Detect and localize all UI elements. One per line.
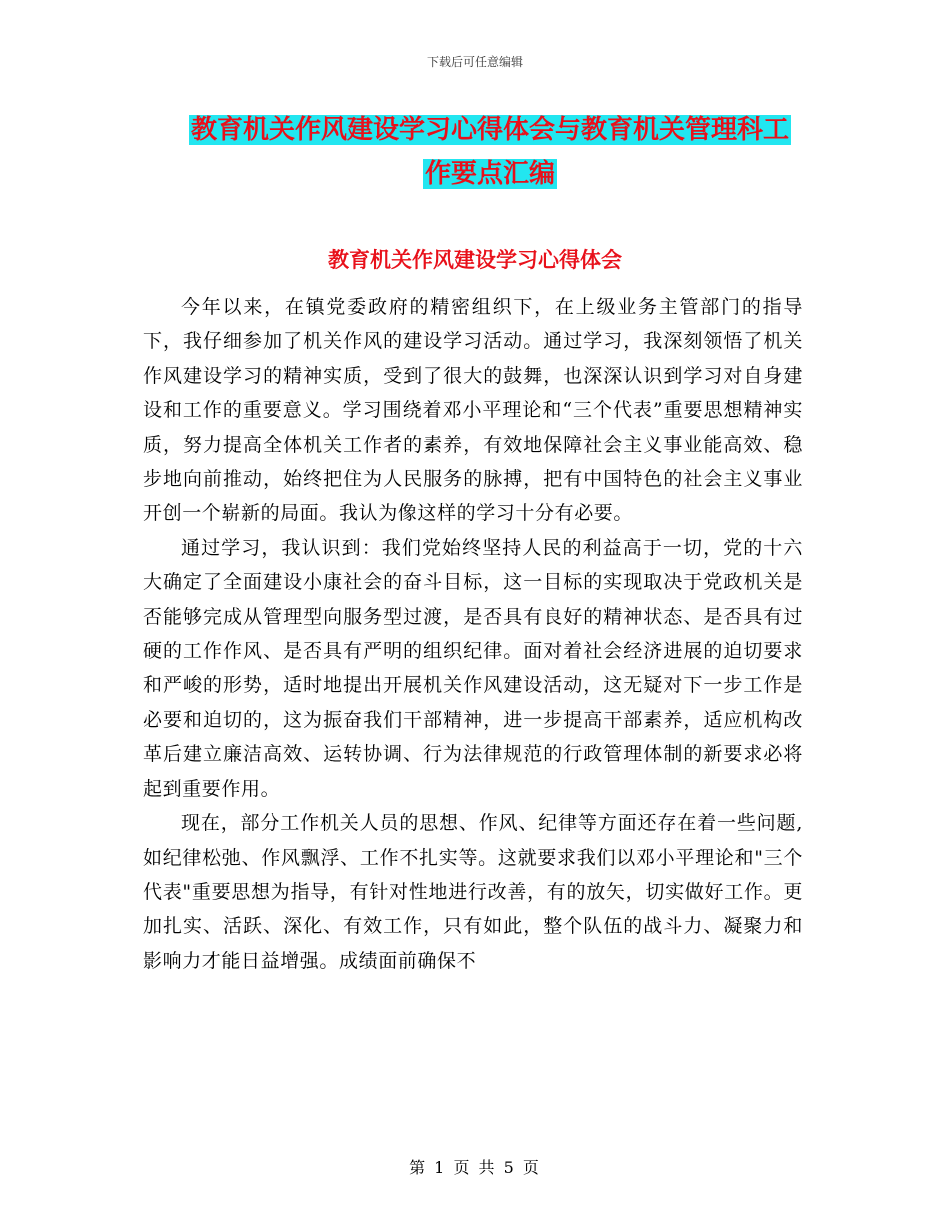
main-title-line2: 作要点汇编 xyxy=(424,159,555,189)
paragraph-3: 现在，部分工作机关人员的思想、作风、纪律等方面还存在着一些问题,如纪律松弛、作风飘浮、工作不扎实等。这就要求我们以邓小平理论和"三个代表"重要思想为指导，有针对性地进行改善，有的放矢，切实做好工作。更加扎实、活跃、深化、有效工作，只有如此，整个队伍的战斗力、凝聚力和影响力才能日益增强。成绩面前确保不 xyxy=(143,812,803,972)
page-number: 第 1 页 共 5 页 xyxy=(409,1158,541,1177)
paragraph-2: 通过学习，我认识到：我们党始终坚持人民的利益高于一切，党的十六大确定了全面建设小康社会的奋斗目标，这一目标的实现取决于党政机关是否能够完成从管理型向服务型过渡，是否具有良好的精神状态、是否具有过硬的工作作风、是否具有严明的组织纪律。面对着社会经济进展的迫切要求和严峻的形势，适时地提出开展机关作风建设活动，这无疑对下一步工作是必要和迫切的，这为振奋我们干部精神，进一步提高干部素养，适应机构改革后建立廉洁高效、运转协调、行为法律规范的行政管理体制的新要求必将起到重要作用。 xyxy=(143,536,803,800)
main-title xyxy=(140,108,840,196)
paragraph-1: 今年以来，在镇党委政府的精密组织下，在上级业务主管部门的指导下，我仔细参加了机关作风的建设学习活动。通过学习，我深刻领悟了机关作风建设学习的精神实质，受到了很大的鼓舞，也深深认识到学习对自身建设和工作的重要意义。学习围绕着邓小平理论和“三个代表”重要思想精神实质，努力提高全体机关工作者的素养，有效地保障社会主义事业能高效、稳步地向前推动，始终把住为人民服务的脉搏，把有中国特色的社会主义事业开创一个崭新的局面。我认为像这样的学习十分有必要。 xyxy=(143,296,803,525)
section-title: 教育机关作风建设学习心得体会 xyxy=(328,248,622,272)
main-title-line1: 教育机关作风建设学习心得体会与教育机关管理科工 xyxy=(190,115,789,145)
body-text xyxy=(143,290,803,978)
header-note: 下载后可任意编辑 xyxy=(426,55,523,69)
